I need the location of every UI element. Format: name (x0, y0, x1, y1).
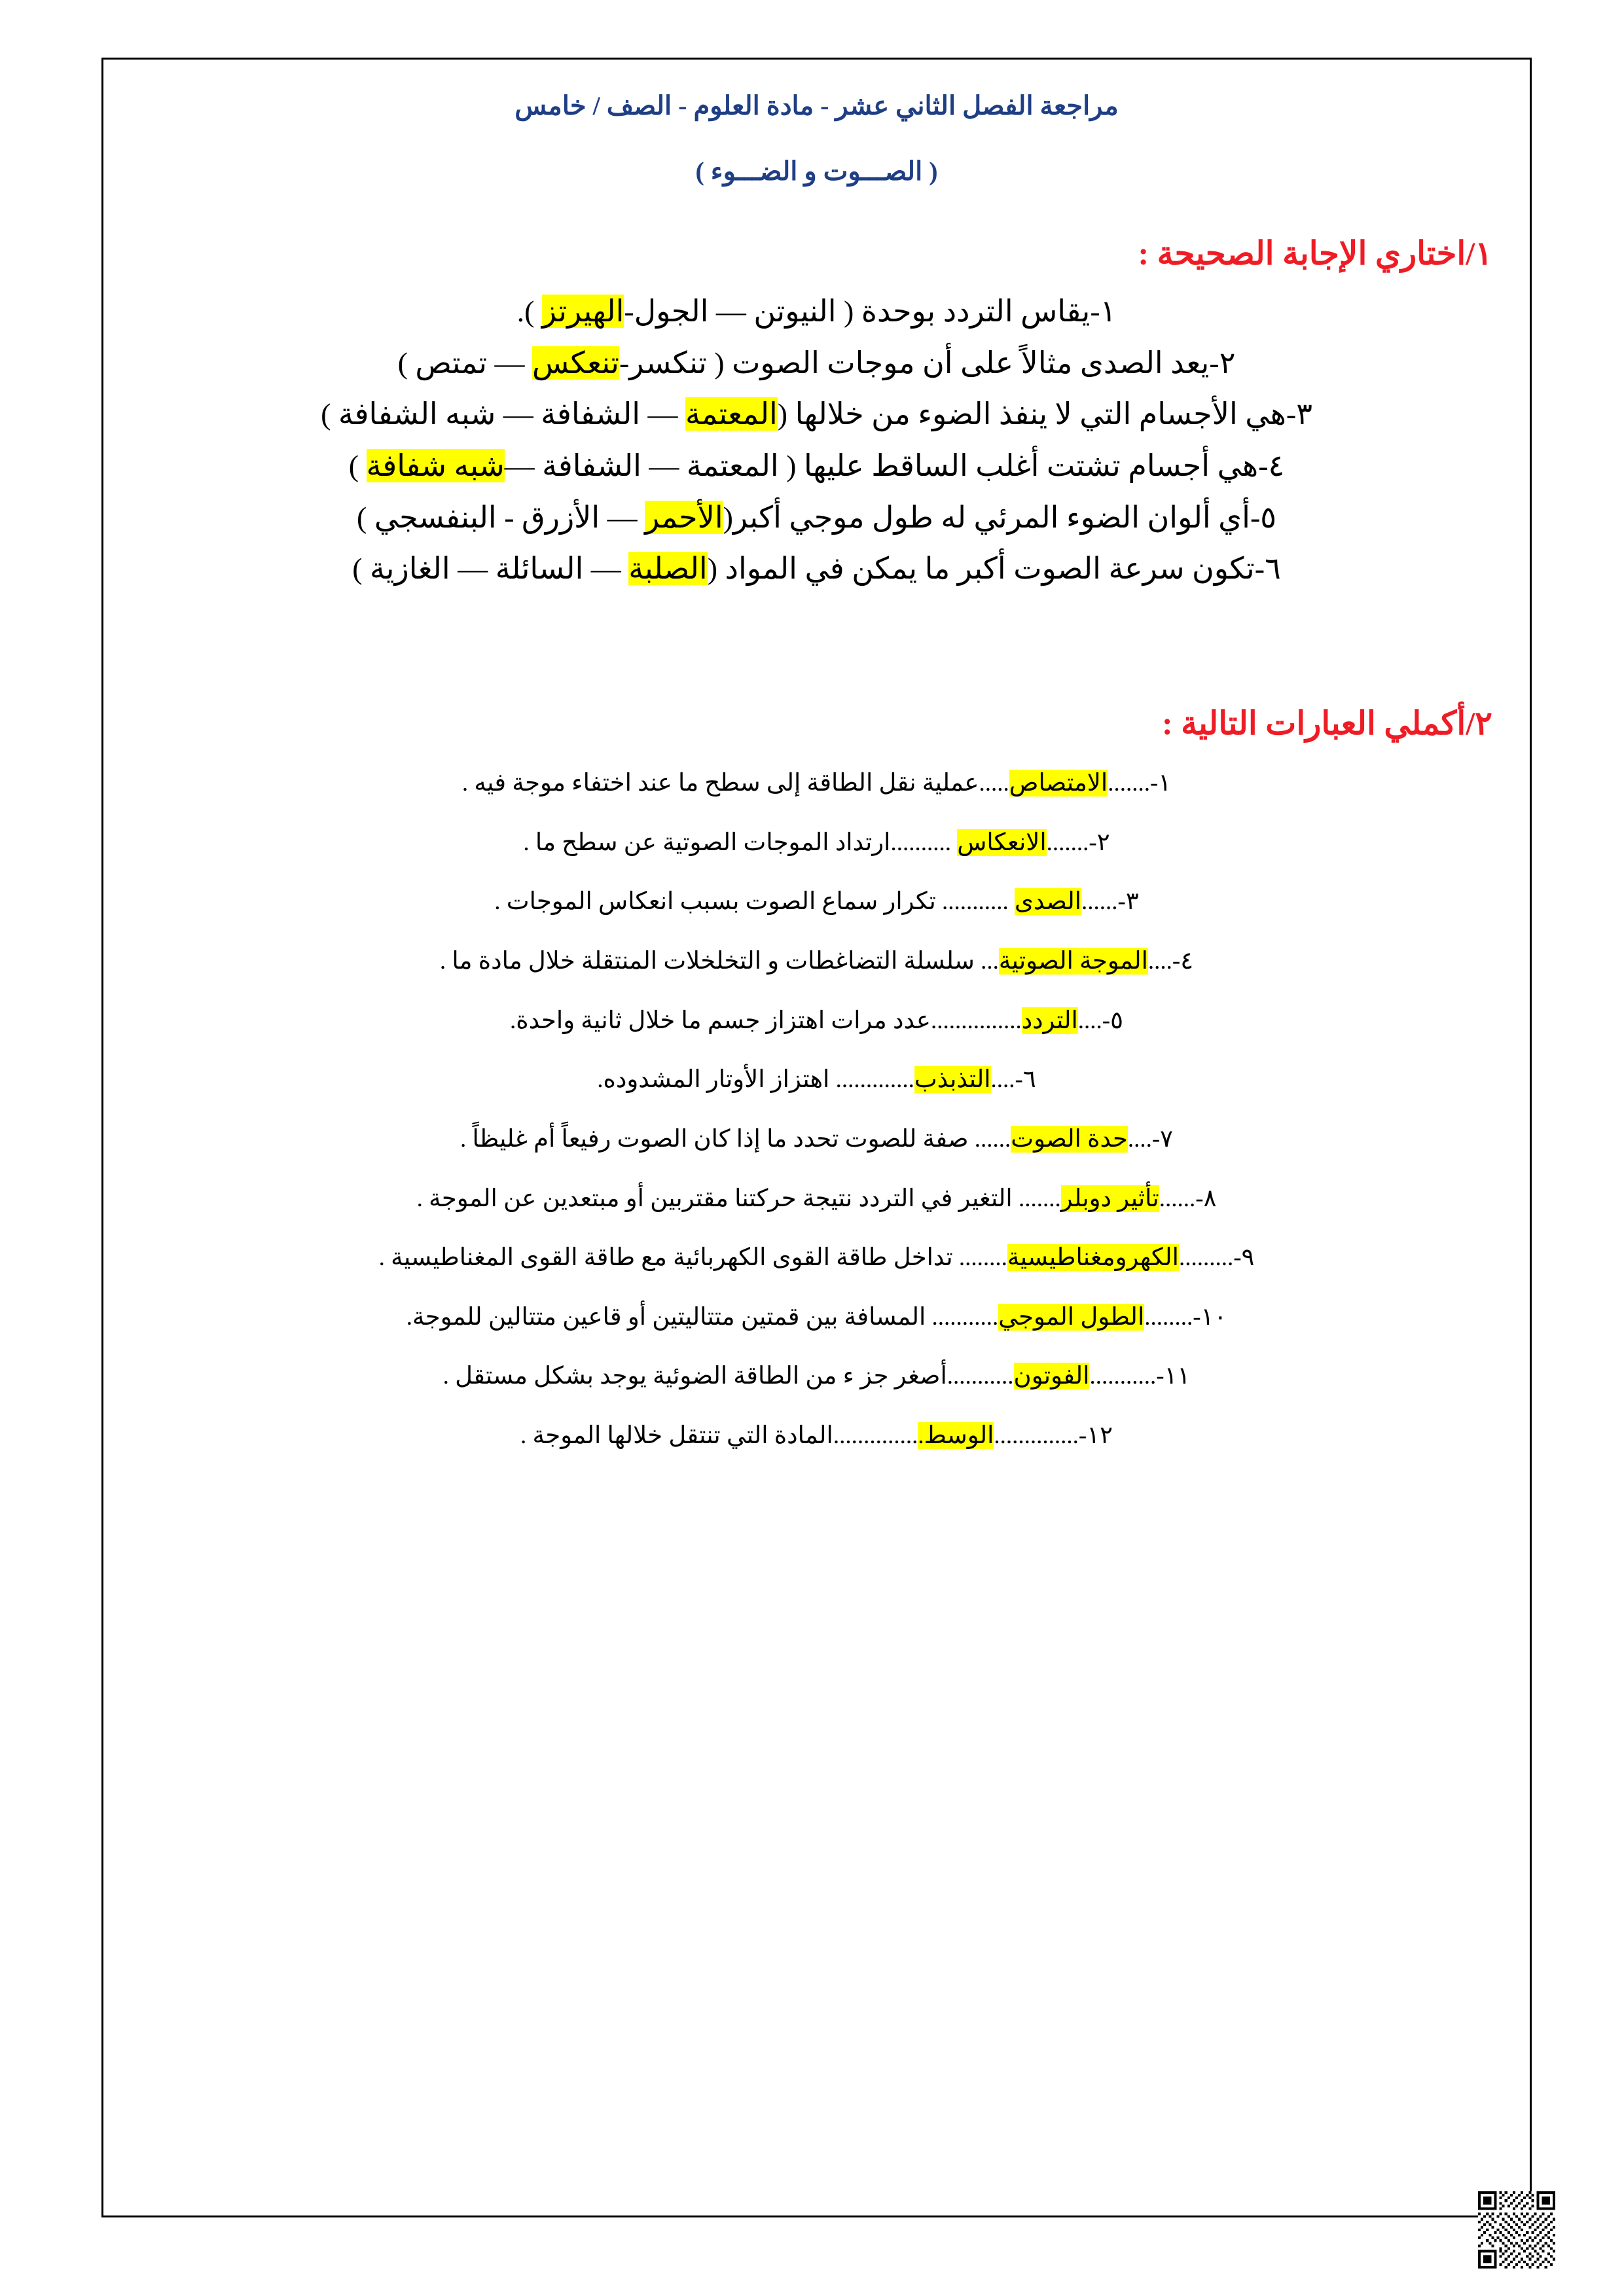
qr-code-icon (1478, 2191, 1555, 2269)
mcq-text-after: — تمتص ) (397, 346, 533, 380)
fill-in-question (141, 1062, 1492, 1098)
multiple-choice-list (141, 288, 1492, 593)
fill-in-list (141, 766, 1492, 1454)
fill-trail-dots: ..... (979, 770, 1009, 797)
fill-answer-highlight: الوسط. (918, 1422, 994, 1450)
mcq-text-after: ) (348, 449, 367, 483)
mcq-answer-highlight: الهيرتز (541, 295, 624, 328)
fill-number: ١٢- (1078, 1422, 1113, 1450)
fill-number: ٤- (1172, 947, 1194, 975)
fill-in-question (141, 1181, 1492, 1217)
section-heading-fill-in: ٢/أكملي العبارات التالية : (1162, 705, 1492, 742)
fill-number: ٩- (1233, 1244, 1255, 1272)
fill-lead-dots: ...... (1159, 1185, 1196, 1212)
mcq-question (141, 494, 1492, 542)
fill-lead-dots: .... (1077, 1007, 1102, 1034)
fill-trail-dots: ............. (835, 1066, 914, 1094)
fill-lead-dots: .... (990, 1066, 1015, 1094)
fill-trail-dots: ........... (942, 888, 1015, 916)
fill-in-question (141, 1300, 1492, 1335)
mcq-text-before: تكون سرعة الصوت أكبر ما يمكن في المواد ( (707, 552, 1255, 586)
fill-lead-dots: ...... (1081, 888, 1118, 916)
mcq-question (141, 288, 1492, 336)
fill-lead-dots: ....... (1108, 770, 1150, 797)
fill-lead-dots: ........ (1144, 1303, 1193, 1331)
mcq-answer-highlight: المعتمة (685, 397, 778, 431)
fill-text: اهتزاز الأوتار المشدوده. (597, 1066, 836, 1094)
fill-lead-dots: ....... (1046, 829, 1089, 856)
fill-number: ٧- (1151, 1125, 1174, 1153)
fill-number: ١٠- (1193, 1303, 1227, 1331)
fill-text: عملية نقل الطاقة إلى سطح ما عند اختفاء موجة فيه . (461, 770, 979, 797)
fill-trail-dots: .............. (833, 1422, 918, 1450)
mcq-question (141, 545, 1492, 593)
mcq-text-after: — الأزرق - البنفسجي ) (357, 500, 645, 534)
mcq-answer-highlight: شبه شفافة (366, 449, 505, 483)
fill-answer-highlight: التردد (1021, 1007, 1078, 1034)
mcq-number: ٣- (1286, 397, 1312, 431)
fill-trail-dots: ............... (930, 1007, 1022, 1034)
fill-answer-highlight: التذبذب (914, 1066, 991, 1094)
fill-in-question (141, 1240, 1492, 1276)
fill-text: تداخل طاقة القوى الكهربائية مع طاقة القوى المغناطيسية . (378, 1244, 959, 1272)
fill-text: صفة للصوت تحدد ما إذا كان الصوت رفيعاً أم غليظاً . (460, 1125, 975, 1153)
fill-in-question (141, 825, 1492, 861)
fill-text: المسافة بين قمتين متتاليتين أو قاعين متتالين للموجة. (406, 1303, 932, 1331)
fill-number: ٦- (1015, 1066, 1036, 1094)
fill-trail-dots: ........ (958, 1244, 1007, 1272)
fill-lead-dots: .............. (994, 1422, 1079, 1450)
fill-answer-highlight: الامتصاص (1009, 770, 1108, 797)
fill-answer-highlight: الموجة الصوتية (998, 947, 1148, 975)
mcq-answer-highlight: الأحمر (645, 500, 723, 534)
mcq-text-before: هي الأجسام التي لا ينفذ الضوء من خلالها ( (777, 397, 1286, 431)
document-subtitle: ( الصـــوت و الضـــوء ) (695, 156, 938, 186)
fill-answer-highlight: الصدى (1015, 888, 1082, 916)
fill-lead-dots: .... (1127, 1125, 1152, 1153)
fill-in-question (141, 1418, 1492, 1454)
mcq-number: ٢- (1209, 346, 1236, 380)
fill-answer-highlight: الكهرومغناطيسية (1007, 1244, 1179, 1272)
fill-text: المادة التي تنتقل خلالها الموجة . (520, 1422, 833, 1450)
fill-trail-dots: ...... (974, 1125, 1011, 1153)
fill-number: ٣- (1117, 888, 1139, 916)
fill-text: أصغر جز ء من الطاقة الضوئية يوجد بشكل مستقل . (442, 1363, 947, 1390)
fill-answer-highlight: الطول الموجي (998, 1303, 1145, 1331)
fill-text: ارتداد الموجات الصوتية عن سطح ما . (523, 829, 891, 856)
fill-in-question (141, 1359, 1492, 1394)
fill-number: ١١- (1156, 1363, 1191, 1390)
fill-answer-highlight: الفوتون (1013, 1363, 1090, 1390)
fill-lead-dots: .... (1147, 947, 1172, 975)
fill-number: ٥- (1102, 1007, 1123, 1034)
fill-number: ٢- (1089, 829, 1110, 856)
fill-text: التغير في التردد نتيجة حركتنا مقتربين أو مبتعدين عن الموجة . (416, 1185, 1019, 1212)
fill-number: ١- (1149, 770, 1172, 797)
page-content (115, 65, 1519, 2206)
fill-lead-dots: ........... (1089, 1363, 1157, 1390)
fill-answer-highlight: الانعكاس (957, 829, 1047, 856)
mcq-text-before: يقاس التردد بوحدة ( النيوتن — الجول- (624, 295, 1091, 328)
mcq-answer-highlight: تنعكس (532, 346, 619, 380)
fill-in-question (141, 884, 1492, 920)
mcq-number: ١- (1090, 295, 1117, 328)
fill-trail-dots: .......... (890, 829, 958, 856)
mcq-text-before: هي أجسام تشتت أغلب الساقط عليها ( المعتمة — الشفافة — (504, 449, 1259, 483)
mcq-number: ٦- (1254, 552, 1281, 586)
fill-text: سلسلة التضاغطات و التخلخلات المنتقلة خلال مادة ما . (439, 947, 981, 975)
fill-answer-highlight: تأثير دوبلر (1060, 1185, 1159, 1212)
mcq-number: ٥- (1250, 500, 1276, 534)
fill-in-question (141, 1003, 1492, 1039)
mcq-text-before: أي ألوان الضوء المرئي له طول موجي أكبر( (723, 500, 1250, 534)
fill-trail-dots: ........... (931, 1303, 999, 1331)
fill-trail-dots: ....... (1018, 1185, 1061, 1212)
fill-lead-dots: ......... (1178, 1244, 1234, 1272)
mcq-text-before: يعد الصدى مثالاً على أن موجات الصوت ( تنكسر- (619, 346, 1210, 380)
fill-in-question (141, 766, 1492, 801)
mcq-number: ٤- (1258, 449, 1285, 483)
fill-number: ٨- (1195, 1185, 1217, 1212)
fill-answer-highlight: حدة الصوت (1011, 1125, 1128, 1153)
fill-text: تكرار سماع الصوت بسبب انعكاس الموجات . (494, 888, 943, 916)
fill-in-question (141, 944, 1492, 979)
mcq-text-after: — السائلة — الغازية ) (352, 552, 629, 586)
mcq-question (141, 340, 1492, 387)
section-heading-multiple-choice: ١/اختاري الإجابة الصحيحة : (1138, 235, 1492, 272)
fill-in-question (141, 1122, 1492, 1157)
fill-trail-dots: ........... (947, 1363, 1014, 1390)
document-title: مراجعة الفصل الثاني عشر - مادة العلوم - الصف / خامس (514, 91, 1119, 120)
fill-trail-dots: ... (981, 947, 999, 975)
mcq-question (141, 442, 1492, 490)
mcq-answer-highlight: الصلبة (628, 552, 708, 586)
mcq-text-after: — الشفافة — شبه الشفافة ) (321, 397, 686, 431)
mcq-question (141, 391, 1492, 439)
fill-text: عدد مرات اهتزاز جسم ما خلال ثانية واحدة. (509, 1007, 931, 1034)
mcq-text-after: ). (516, 295, 542, 328)
